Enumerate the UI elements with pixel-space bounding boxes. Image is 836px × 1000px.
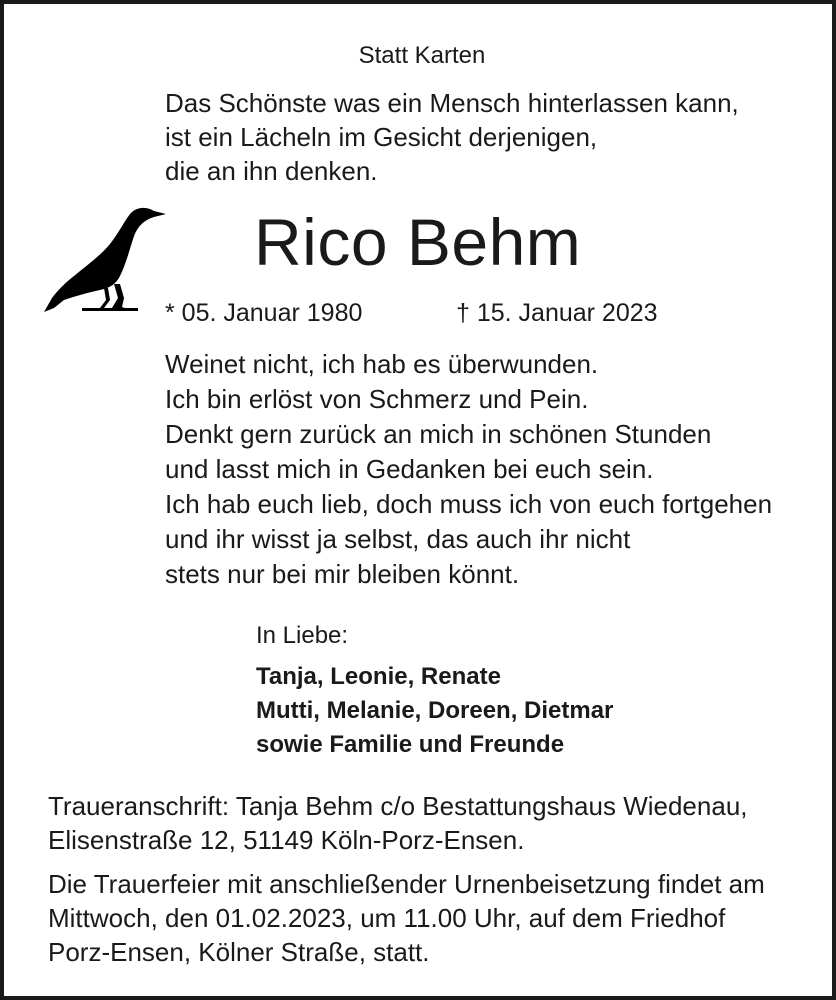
mourners-names-line: Mutti, Melanie, Doreen, Dietmar: [256, 697, 614, 724]
mourners-names-line: Tanja, Leonie, Renate: [256, 663, 501, 690]
poem-line: und ihr wisst ja selbst, das auch ihr nicht: [165, 524, 631, 554]
death-date: † 15. Januar 2023: [456, 299, 658, 327]
address-line: Traueranschrift: Tanja Behm c/o Bestattungshaus Wiedenau,: [48, 791, 748, 821]
poem-line: und lasst mich in Gedanken bei euch sein.: [165, 454, 654, 484]
intro-quote-line: die an ihn denken.: [165, 156, 378, 186]
intro-quote-line: ist ein Lächeln im Gesicht derjenigen,: [165, 122, 598, 152]
mourners-names-line: sowie Familie und Freunde: [256, 731, 565, 758]
ceremony-line: Mittwoch, den 01.02.2023, um 11.00 Uhr, auf dem Friedhof: [48, 903, 726, 933]
deceased-name: Rico Behm: [254, 205, 582, 279]
header-title: Statt Karten: [358, 42, 486, 69]
crow-icon: [42, 204, 170, 322]
poem-line: stets nur bei mir bleiben könnt.: [165, 559, 520, 589]
poem-line: Ich hab euch lieb, doch muss ich von euch fortgehen: [165, 489, 773, 519]
birth-date: * 05. Januar 1980: [165, 299, 363, 327]
mourners-intro: In Liebe:: [256, 622, 349, 649]
poem-line: Denkt gern zurück an mich in schönen Stunden: [165, 419, 712, 449]
poem-line: Ich bin erlöst von Schmerz und Pein.: [165, 384, 589, 414]
intro-quote-line: Das Schönste was ein Mensch hinterlassen kann,: [165, 88, 739, 118]
ceremony-line: Porz-Ensen, Kölner Straße, statt.: [48, 937, 430, 967]
ceremony-line: Die Trauerfeier mit anschließender Urnenbeisetzung findet am: [48, 869, 765, 899]
address-line: Elisenstraße 12, 51149 Köln-Porz-Ensen.: [48, 825, 525, 855]
poem-line: Weinet nicht, ich hab es überwunden.: [165, 349, 599, 379]
